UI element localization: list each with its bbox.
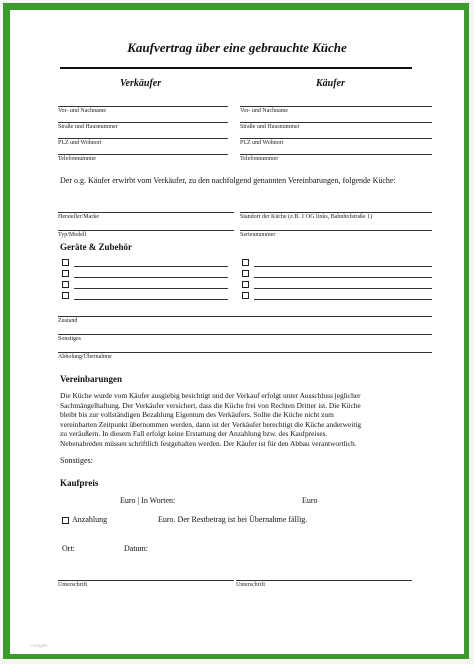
agreement-line: bleibt bis zur vollständigen Bezahlung Eigentum des Verkäufers. Sollte die Küche nicht zum [60,410,334,420]
appliance-checkbox-right-2[interactable] [242,270,249,277]
model-label: Typ/Modell [58,232,87,238]
serial-label: Seriennummer [240,232,276,238]
appliance-line-left-2[interactable] [74,277,228,278]
euro-label: Euro [302,496,318,505]
remainder-text: Euro. Der Restbetrag ist bei Übernahme fällig. [158,515,308,524]
pickup-line[interactable] [58,352,432,353]
seller-street-line[interactable] [58,122,228,123]
seller-street-label: Straße und Hausnummer [58,124,118,130]
date-label: Datum: [124,544,148,553]
deposit-checkbox[interactable] [62,517,69,524]
appliance-line-left-4[interactable] [74,299,228,300]
agreement-line: Nebenabreden müssen schriftlich festgehalten werden. Der Käufer ist für den Abbau verantwortlich. [60,438,357,448]
agreements-paragraph [60,391,432,449]
serial-line[interactable] [240,230,432,231]
buyer-street-label: Straße und Hausnummer [240,124,300,130]
appliance-checkbox-left-1[interactable] [62,259,69,266]
watermark: vorlagen [30,644,48,649]
agreement-line: zu veräußern. In diesem Fall erfolgt keine Erstattung der Anzahlung bzw. des Kaufpreises. [60,429,328,439]
contract-sheet [10,10,464,654]
agreements-other-label: Sonstiges: [60,456,93,465]
agreement-line: Sachmängelhaftung. Der Verkäufer versichert, dass die Küche frei von Rechten Dritter ist. Die Küche [60,400,361,410]
deposit-label: Anzahlung [72,515,108,524]
pickup-label: Abholung/Übernahme [58,354,112,360]
condition-line[interactable] [58,316,432,317]
appliance-checkbox-left-3[interactable] [62,281,69,288]
buyer-signature-line[interactable] [236,580,412,581]
agreement-line: vereinbarten Zeitpunkt übernommen werden, dann ist der Verkäufer berechtigt die Küche anderweitig [60,419,362,429]
other-label: Sonstiges [58,336,82,342]
appliance-checkbox-left-2[interactable] [62,270,69,277]
buyer-phone-line[interactable] [240,154,432,155]
buyer-signature-label: Unterschrift [236,582,265,588]
euro-in-words-label: Euro | In Worten: [120,496,176,505]
appliance-checkbox-right-4[interactable] [242,292,249,299]
seller-signature-line[interactable] [58,580,234,581]
buyer-city-label: PLZ und Wohnort [240,140,284,146]
buyer-city-line[interactable] [240,138,432,139]
location-line[interactable] [240,212,432,213]
appliance-checkbox-left-4[interactable] [62,292,69,299]
buyer-heading: Käufer [316,78,345,89]
buyer-name-line[interactable] [240,106,432,107]
manufacturer-line[interactable] [58,212,234,213]
appliance-line-right-2[interactable] [254,277,432,278]
model-line[interactable] [58,230,234,231]
appliance-line-left-3[interactable] [74,288,228,289]
seller-city-label: PLZ und Wohnort [58,140,102,146]
title-rule [60,67,412,69]
place-label: Ort: [62,544,75,553]
appliances-heading: Geräte & Zubehör [60,242,132,252]
appliance-checkbox-right-3[interactable] [242,281,249,288]
seller-name-line[interactable] [58,106,228,107]
buyer-name-label: Vor- und Nachname [240,108,289,114]
seller-name-label: Vor- und Nachname [58,108,107,114]
other-line[interactable] [58,334,432,335]
appliance-checkbox-right-1[interactable] [242,259,249,266]
seller-city-line[interactable] [58,138,228,139]
price-heading: Kaufpreis [60,478,99,488]
appliance-line-right-1[interactable] [254,266,432,267]
agreements-heading: Vereinbarungen [60,374,123,384]
appliance-line-right-3[interactable] [254,288,432,289]
location-label: Standort der Küche (z.B. 1 OG links, Bahnhofstraße 1) [240,214,373,220]
appliance-line-left-1[interactable] [74,266,228,267]
seller-heading: Verkäufer [120,78,162,89]
condition-label: Zustand [58,318,78,324]
seller-phone-label: Telefonnummer [58,156,97,162]
buyer-street-line[interactable] [240,122,432,123]
manufacturer-label: Hersteller/Marke [58,214,99,220]
intro-text: Der o.g. Käufer erwirbt vom Verkäufer, zu den nachfolgend genannten Vereinbarungen, folgende Küche: [60,176,396,185]
appliance-line-right-4[interactable] [254,299,432,300]
page-title: Kaufvertrag über eine gebrauchte Küche [127,40,347,55]
seller-signature-label: Unterschrift [58,582,87,588]
seller-phone-line[interactable] [58,154,228,155]
buyer-phone-label: Telefonnummer [240,156,279,162]
agreement-line: Die Küche wurde vom Käufer ausgiebig besichtigt und der Verkauf erfolgt unter Ausschluss jeglicher [60,391,361,400]
